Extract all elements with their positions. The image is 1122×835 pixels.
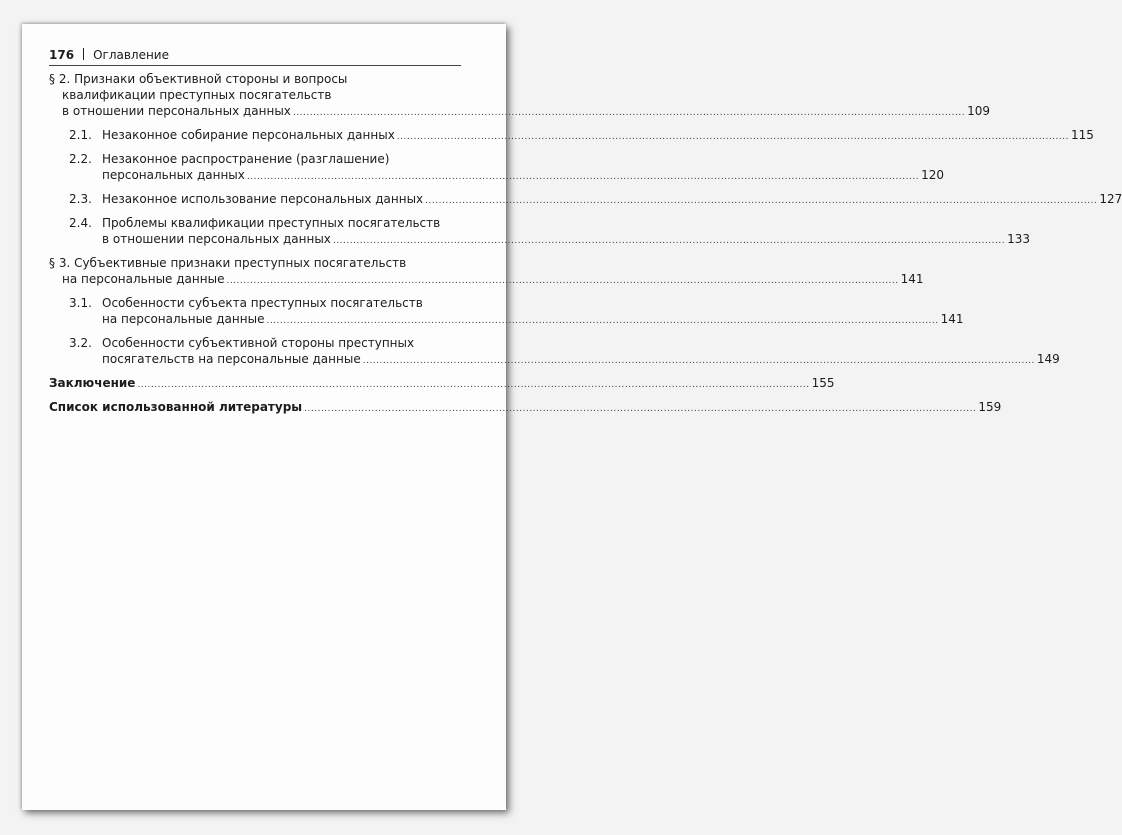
toc-section-2[interactable] bbox=[49, 71, 990, 121]
leader-dots bbox=[333, 233, 1005, 249]
leader-dots bbox=[247, 169, 919, 185]
toc-section-2-line-2: квалификации преступных посягательств bbox=[62, 88, 332, 102]
subsection-title-line-1: Проблемы квалификации преступных посягательств bbox=[102, 216, 441, 230]
toc-conclusion[interactable] bbox=[49, 375, 835, 393]
header-title: Оглавление bbox=[93, 48, 169, 62]
subsection-number: 2.1. bbox=[69, 128, 92, 142]
toc-subsection-2-3[interactable] bbox=[49, 191, 1122, 209]
toc-section-3[interactable] bbox=[49, 255, 924, 289]
subsection-title-line-2: посягательств на персональные данные bbox=[102, 352, 361, 366]
bibliography-page: 159 bbox=[978, 400, 1002, 414]
toc-subsection-3-1[interactable] bbox=[49, 295, 964, 329]
subsection-page: 115 bbox=[1070, 128, 1094, 142]
subsection-title: Незаконное собирание персональных данных bbox=[102, 128, 395, 142]
subsection-number: 2.2. bbox=[69, 152, 92, 166]
bibliography-label: Список использованной литературы bbox=[49, 400, 303, 414]
toc-section-2-page: 109 bbox=[967, 104, 990, 118]
toc-subsection-2-1[interactable] bbox=[49, 127, 1094, 145]
header-rule bbox=[49, 65, 461, 66]
subsection-title-line-2: персональных данных bbox=[102, 168, 245, 182]
subsection-title-line-2: на персональные данные bbox=[102, 312, 265, 326]
page-number: 176 bbox=[49, 48, 75, 62]
header-separator bbox=[83, 48, 84, 60]
conclusion-page: 155 bbox=[811, 376, 835, 390]
toc-section-2-line-1: § 2. Признаки объективной стороны и вопросы bbox=[49, 72, 348, 86]
table-of-contents bbox=[49, 71, 1122, 423]
toc-section-3-line-1: § 3. Субъективные признаки преступных посягательств bbox=[49, 256, 407, 270]
toc-subsection-2-4[interactable] bbox=[49, 215, 1030, 249]
toc-subsection-2-2[interactable] bbox=[49, 151, 944, 185]
subsection-page: 141 bbox=[940, 312, 964, 326]
subsection-number: 3.1. bbox=[69, 296, 92, 310]
toc-section-2-line-3: в отношении персональных данных bbox=[62, 104, 291, 118]
leader-dots bbox=[266, 313, 938, 329]
leader-dots bbox=[363, 353, 1035, 369]
subsection-number: 2.4. bbox=[69, 216, 92, 230]
leader-dots bbox=[293, 105, 965, 121]
toc-subsection-3-2[interactable] bbox=[49, 335, 1060, 369]
subsection-page: 127 bbox=[1099, 192, 1122, 206]
toc-section-3-line-2: на персональные данные bbox=[62, 272, 225, 286]
leader-dots bbox=[425, 193, 1097, 209]
leader-dots bbox=[304, 401, 976, 417]
subsection-page: 133 bbox=[1007, 232, 1030, 246]
subsection-page: 120 bbox=[921, 168, 944, 182]
subsection-title: Незаконное использование персональных данных bbox=[102, 192, 424, 206]
subsection-title-line-2: в отношении персональных данных bbox=[102, 232, 331, 246]
subsection-page: 149 bbox=[1036, 352, 1060, 366]
conclusion-label: Заключение bbox=[49, 376, 136, 390]
toc-bibliography[interactable] bbox=[49, 399, 1002, 417]
leader-dots bbox=[397, 129, 1069, 145]
running-header bbox=[49, 47, 461, 63]
leader-dots bbox=[226, 273, 898, 289]
subsection-number: 3.2. bbox=[69, 336, 92, 350]
subsection-title-line-1: Особенности субъективной стороны преступных bbox=[102, 336, 415, 350]
leader-dots bbox=[137, 377, 809, 393]
subsection-title-line-1: Особенности субъекта преступных посягательств bbox=[102, 296, 423, 310]
subsection-title-line-1: Незаконное распространение (разглашение) bbox=[102, 152, 390, 166]
toc-section-3-page: 141 bbox=[900, 272, 924, 286]
subsection-number: 2.3. bbox=[69, 192, 92, 206]
